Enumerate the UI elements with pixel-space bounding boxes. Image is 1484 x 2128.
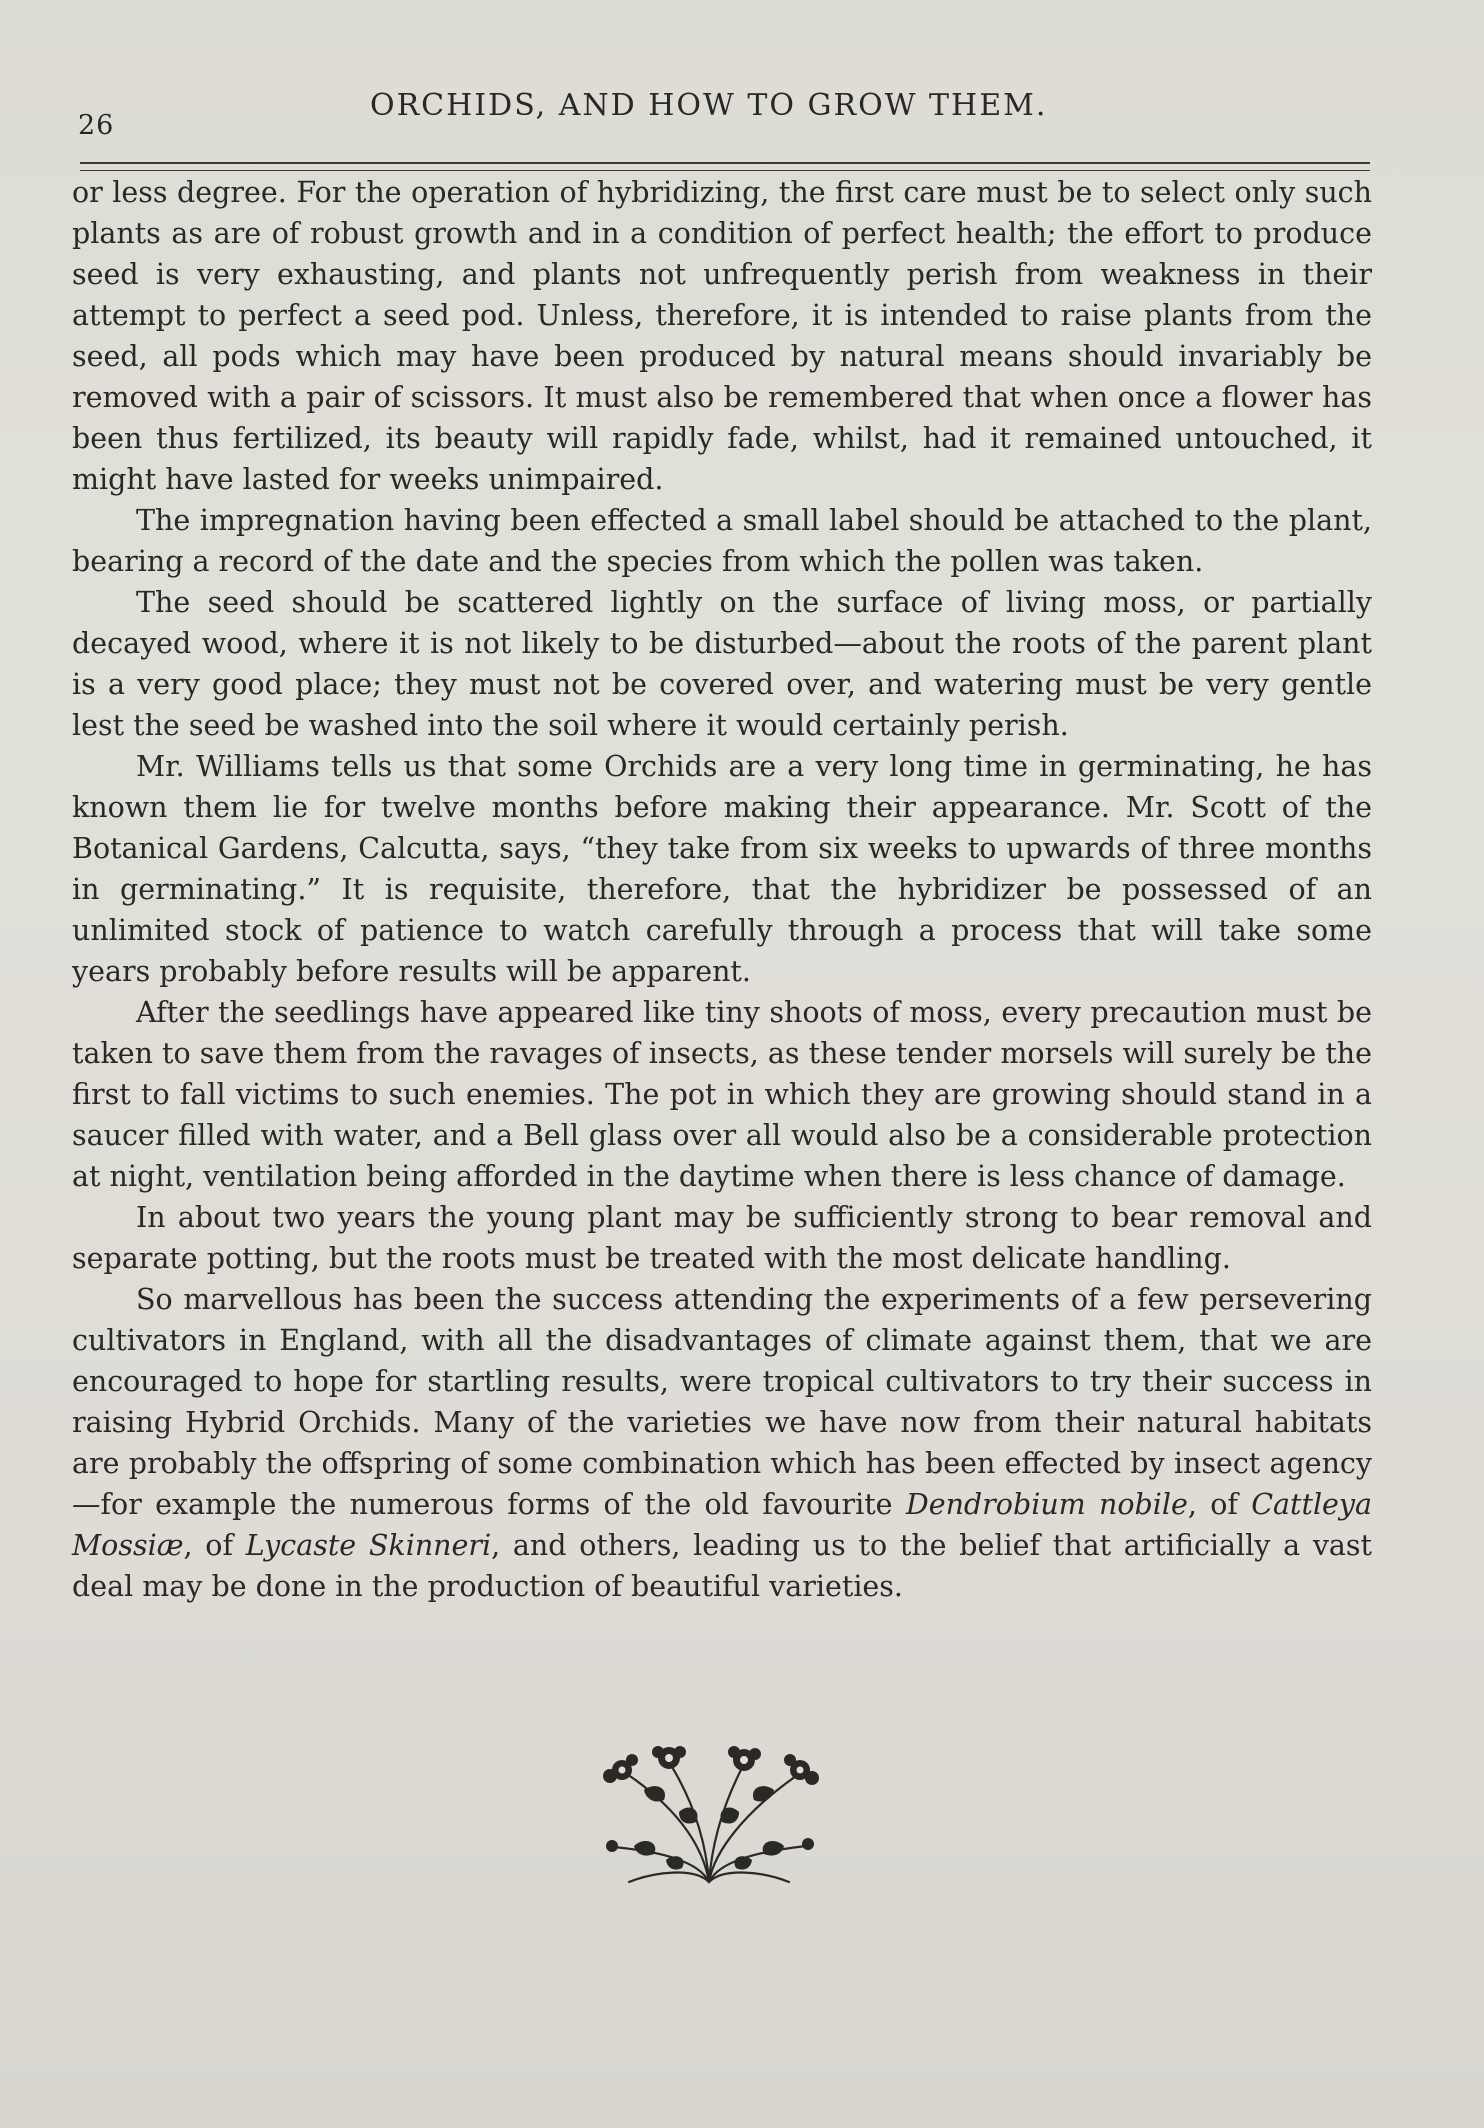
paragraph-7: [72, 1279, 1372, 1607]
paragraph-7-text-d: , and others, leading us to the belief that artificially a vast deal may be done in the production of beautiful varieties.: [72, 1529, 1372, 1603]
paragraph-1: or less degree. For the operation of hybridizing, the first care must be to select only such plants as are of robust growth and in a condition of perfect health; the effort to produce seed is very exhausting, and plants not unfrequently perish from weakness in their attempt to perfect a seed pod. Unless, therefore, it is intended to raise plants from the seed, all pods which may have been produced by natural means should invariably be removed with a pair of scissors. It must also be remembered that when once a flower has been thus fertilized, its beauty will rapidly fade, whilst, had it remained untouched, it might have lasted for weeks unimpaired.: [72, 176, 1372, 496]
paragraph-7-text-c: , of: [183, 1529, 246, 1562]
page-number: 26: [78, 110, 115, 141]
body-text: [72, 172, 1372, 1607]
paragraph-6: In about two years the young plant may be sufficiently strong to bear removal and separate potting, but the roots must be treated with the most delicate handling.: [72, 1201, 1372, 1275]
species-name-lycaste: Lycaste Skinneri: [245, 1529, 492, 1562]
paragraph-2: The impregnation having been effected a small label should be attached to the plant, bearing a record of the date and the species from which the pollen was taken.: [72, 504, 1372, 578]
header-rule-thin: [80, 170, 1370, 171]
paragraph-7-text-a: So marvellous has been the success attending the experiments of a few persevering cultivators in England, with all the disadvantages of climate against them, that we are encouraged to hope for startling results, were tropical cultivators to try their success in raising Hybrid Orchids. Many of the varieties we have now from their natural habitats are probably the offspring of some combination which has been effected by insect agency—for example the numerous forms of the old favourite: [72, 1283, 1372, 1521]
paragraph-3: The seed should be scattered lightly on the surface of living moss, or partially decayed wood, where it is not likely to be disturbed—about the roots of the parent plant is a very good place; they must not be covered over, and watering must be very gentle lest the seed be washed into the soil where it would certainly perish.: [72, 586, 1372, 742]
paragraph-4: Mr. Williams tells us that some Orchids are a very long time in germinating, he has known them lie for twelve months before making their appearance. Mr. Scott of the Botanical Gardens, Calcutta, says, “they take from six weeks to upwards of three months in germinating.” It is requisite, therefore, that the hybridizer be possessed of an unlimited stock of patience to watch carefully through a process that will take some years probably before results will be apparent.: [72, 750, 1372, 988]
paragraph-7-text-b: , of: [1187, 1488, 1252, 1521]
floral-ornament-icon: [584, 1742, 834, 1892]
running-title: ORCHIDS, AND HOW TO GROW THEM.: [370, 88, 1048, 123]
page-header: [78, 80, 1374, 140]
species-name-dendrobium: Dendrobium nobile: [905, 1488, 1188, 1521]
header-rule-thick: [80, 162, 1370, 164]
species-name-cattleya: Cattleya Mossiæ: [72, 1488, 1373, 1562]
paragraph-5: After the seedlings have appeared like tiny shoots of moss, every precaution must be taken to save them from the ravages of insects, as these tender morsels will surely be the first to fall victims to such enemies. The pot in which they are growing should stand in a saucer filled with water, and a Bell glass over all would also be a considerable protection at night, ventilation being afforded in the daytime when there is less chance of damage.: [72, 996, 1372, 1193]
